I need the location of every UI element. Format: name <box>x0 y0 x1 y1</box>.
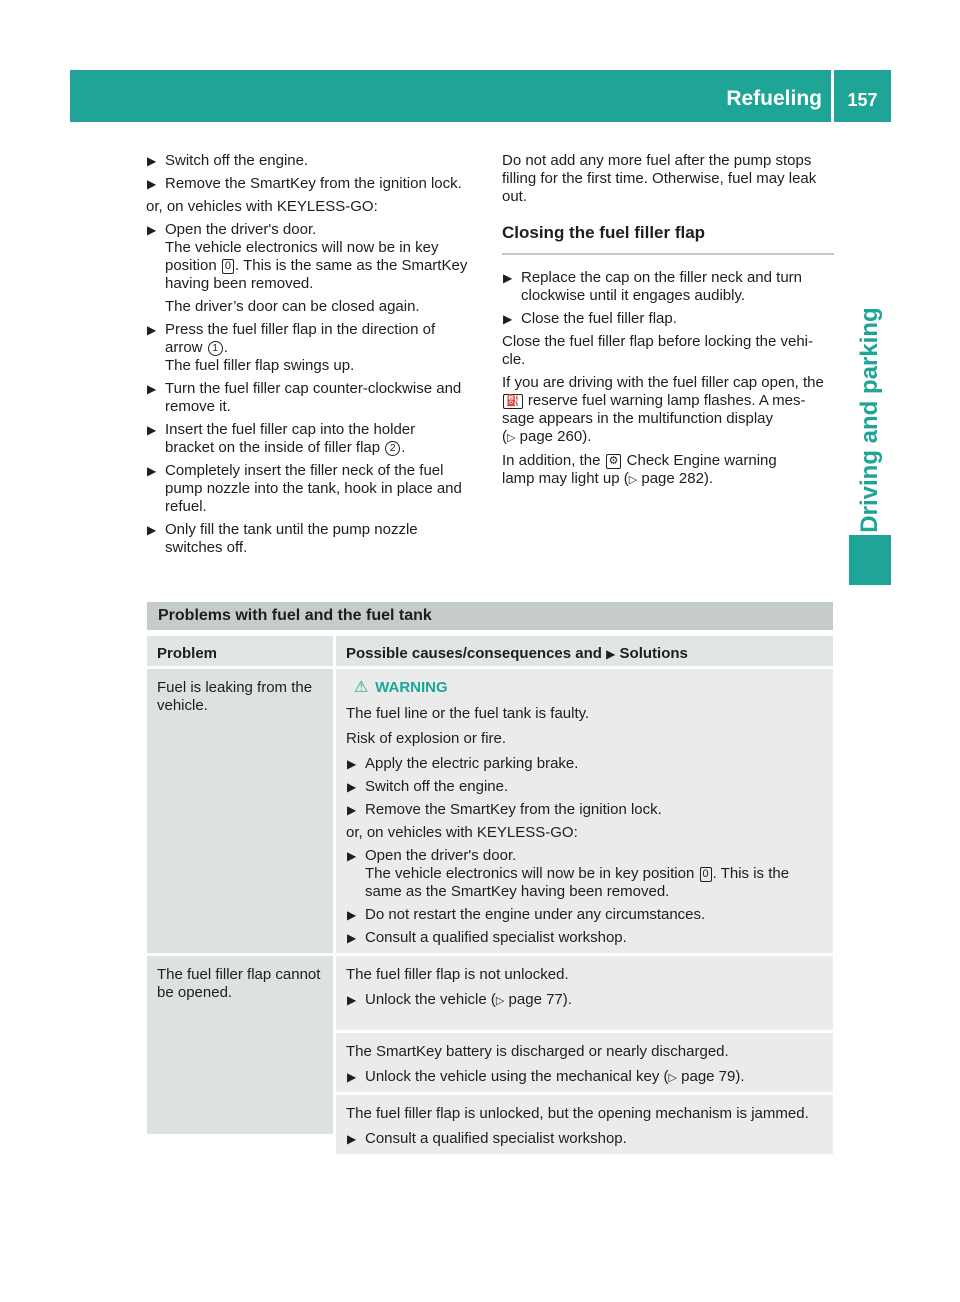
step-arrow-icon: ▶ <box>347 803 357 817</box>
step-arrow-icon: ▶ <box>147 177 157 191</box>
body-text: In addition, the ⚙ Check Engine warning lamp may light up (▷ page 282). <box>502 452 777 487</box>
header-cell-problem: Problem <box>147 636 333 666</box>
instruction-step: ▶ Replace the cap on the filler neck and turn clockwise until it engages audibly. <box>503 269 803 304</box>
problem-cell: Fuel is leaking from the vehicle. <box>147 669 333 953</box>
step-arrow-icon: ▶ <box>147 223 157 237</box>
step-arrow-icon: ▶ <box>347 780 357 794</box>
body-text: If you are driving with the fuel filler cap open, the ⛽ reserve fuel warning lamp flashes. A mes- sage appears in the multifunction display (▷ page 260). <box>502 374 824 445</box>
instruction-step: ▶ Apply the electric parking brake. <box>347 755 579 772</box>
engine-icon: ⚙ <box>606 454 622 469</box>
step-arrow-icon: ▶ <box>147 323 157 337</box>
instruction-step: ▶ Do not restart the engine under any circumstances. <box>347 906 706 923</box>
instruction-step: ▶ Open the driver's door. The vehicle electronics will now be in key position 0 . This is the same as the SmartKey having been removed. The driver’s door can be closed again. <box>147 221 468 315</box>
table-header-row <box>147 636 833 666</box>
step-arrow-icon: ▶ <box>347 931 357 945</box>
step-arrow-icon: ▶ <box>347 849 357 863</box>
chapter-tab <box>849 535 891 585</box>
step-arrow-icon: ▶ <box>147 464 157 478</box>
callout-2-icon: 2 <box>385 441 400 456</box>
key-position-0-icon: 0 <box>700 867 712 882</box>
header-bar <box>70 70 831 122</box>
page-reference-icon: ▷ <box>628 474 638 486</box>
solution-arrow-icon: ▶ <box>606 647 616 661</box>
instruction-step: ▶ Switch off the engine. <box>147 152 309 169</box>
solution-cell: The fuel filler flap is not unlocked. ▶ Unlock the vehicle (▷ page 77). <box>336 956 833 1030</box>
instruction-step: ▶ Completely insert the filler neck of the fuel pump nozzle into the tank, hook in place and refuel. <box>147 462 462 515</box>
table-row <box>147 669 833 953</box>
table-title: Problems with fuel and the fuel tank <box>147 602 833 630</box>
step-arrow-icon: ▶ <box>147 154 157 168</box>
section-heading: Closing the fuel filler flap <box>502 222 834 255</box>
step-arrow-icon: ▶ <box>347 757 357 771</box>
instruction-step: ▶ Remove the SmartKey from the ignition lock. <box>347 801 662 818</box>
page-number: 157 <box>847 90 878 110</box>
instruction-step: ▶ Remove the SmartKey from the ignition lock. <box>147 175 462 192</box>
step-arrow-icon: ▶ <box>347 908 357 922</box>
step-arrow-icon: ▶ <box>503 271 513 285</box>
step-arrow-icon: ▶ <box>147 523 157 537</box>
body-text: Close the fuel filler flap before locking the vehi- cle. <box>502 333 814 368</box>
step-arrow-icon: ▶ <box>347 1070 357 1084</box>
page-title: Refueling <box>726 87 822 110</box>
instruction-step: ▶ Consult a qualified specialist workshop. <box>347 1130 627 1147</box>
step-arrow-icon: ▶ <box>347 1132 357 1146</box>
problem-cell: The fuel filler flap cannot be opened. <box>147 956 333 1134</box>
fuel-pump-icon: ⛽ <box>503 394 523 409</box>
instruction-step: ▶ Open the driver's door. The vehicle electronics will now be in key position 0 . This is the same as the SmartKey having been removed. <box>347 847 790 900</box>
page-reference-icon: ▷ <box>507 432 516 444</box>
table-row <box>147 956 833 1154</box>
instruction-step: ▶ Press the fuel filler flap in the direction of arrow 1 . The fuel filler flap swings up. <box>147 321 436 374</box>
instruction-step: ▶ Unlock the vehicle (▷ page 77). <box>347 991 572 1008</box>
warning-triangle-icon: ⚠ <box>354 679 369 696</box>
instruction-step: ▶ Only fill the tank until the pump nozzle switches off. <box>147 521 418 556</box>
chapter-side-label: Driving and parking <box>856 307 883 533</box>
step-arrow-icon: ▶ <box>147 423 157 437</box>
page-reference-icon: ▷ <box>495 995 505 1007</box>
step-arrow-icon: ▶ <box>347 993 357 1007</box>
instruction-step: ▶ Switch off the engine. <box>347 778 509 795</box>
solution-group <box>336 956 833 1154</box>
right-column <box>502 152 834 494</box>
step-arrow-icon: ▶ <box>503 312 513 326</box>
instruction-step: ▶ Unlock the vehicle using the mechanical key (▷ page 79). <box>347 1068 745 1085</box>
solution-cell: The SmartKey battery is discharged or nearly discharged. ▶ Unlock the vehicle using the mechanical key (▷ page 79). <box>336 1033 833 1092</box>
left-column <box>146 152 484 562</box>
warning-label: ⚠ WARNING <box>354 679 448 696</box>
problems-table <box>147 636 833 1154</box>
key-position-0-icon: 0 <box>222 259 234 274</box>
instruction-step: ▶ Turn the fuel filler cap counter-clockwise and remove it. <box>147 380 462 415</box>
solution-cell: The fuel filler flap is unlocked, but the opening mechanism is jammed. ▶ Consult a qualified specialist workshop. <box>336 1095 833 1154</box>
solution-cell: ⚠ WARNING The fuel line or the fuel tank is faulty. Risk of explosion or fire. ▶ Apply the electric parking brake. ▶ Switch off the engine. ▶ Remove the SmartKey from the ignition lock. or, on vehicles with KEYLESS-GO: ▶ Open the driver's door. The vehicle electronics will now be in key position 0 . This is the same as the SmartKey having been removed. ▶ Do not restart the engine under any circumstances. ▶ Consult a qualified specialist workshop. <box>336 669 833 953</box>
step-arrow-icon: ▶ <box>147 382 157 396</box>
instruction-step: ▶ Consult a qualified specialist workshop. <box>347 929 627 946</box>
body-text: or, on vehicles with KEYLESS-GO: <box>146 198 378 215</box>
page-reference-icon: ▷ <box>668 1072 677 1084</box>
instruction-step: ▶ Close the fuel filler flap. <box>503 310 677 327</box>
header-cell-solutions: Possible causes/consequences and ▶ Solutions <box>336 636 833 666</box>
callout-1-icon: 1 <box>208 341 223 356</box>
instruction-step: ▶ Insert the fuel filler cap into the holder bracket on the inside of filler flap 2 . <box>147 421 416 456</box>
body-text: Do not add any more fuel after the pump stops filling for the first time. Otherwise, fuel may leak out. <box>502 152 817 205</box>
